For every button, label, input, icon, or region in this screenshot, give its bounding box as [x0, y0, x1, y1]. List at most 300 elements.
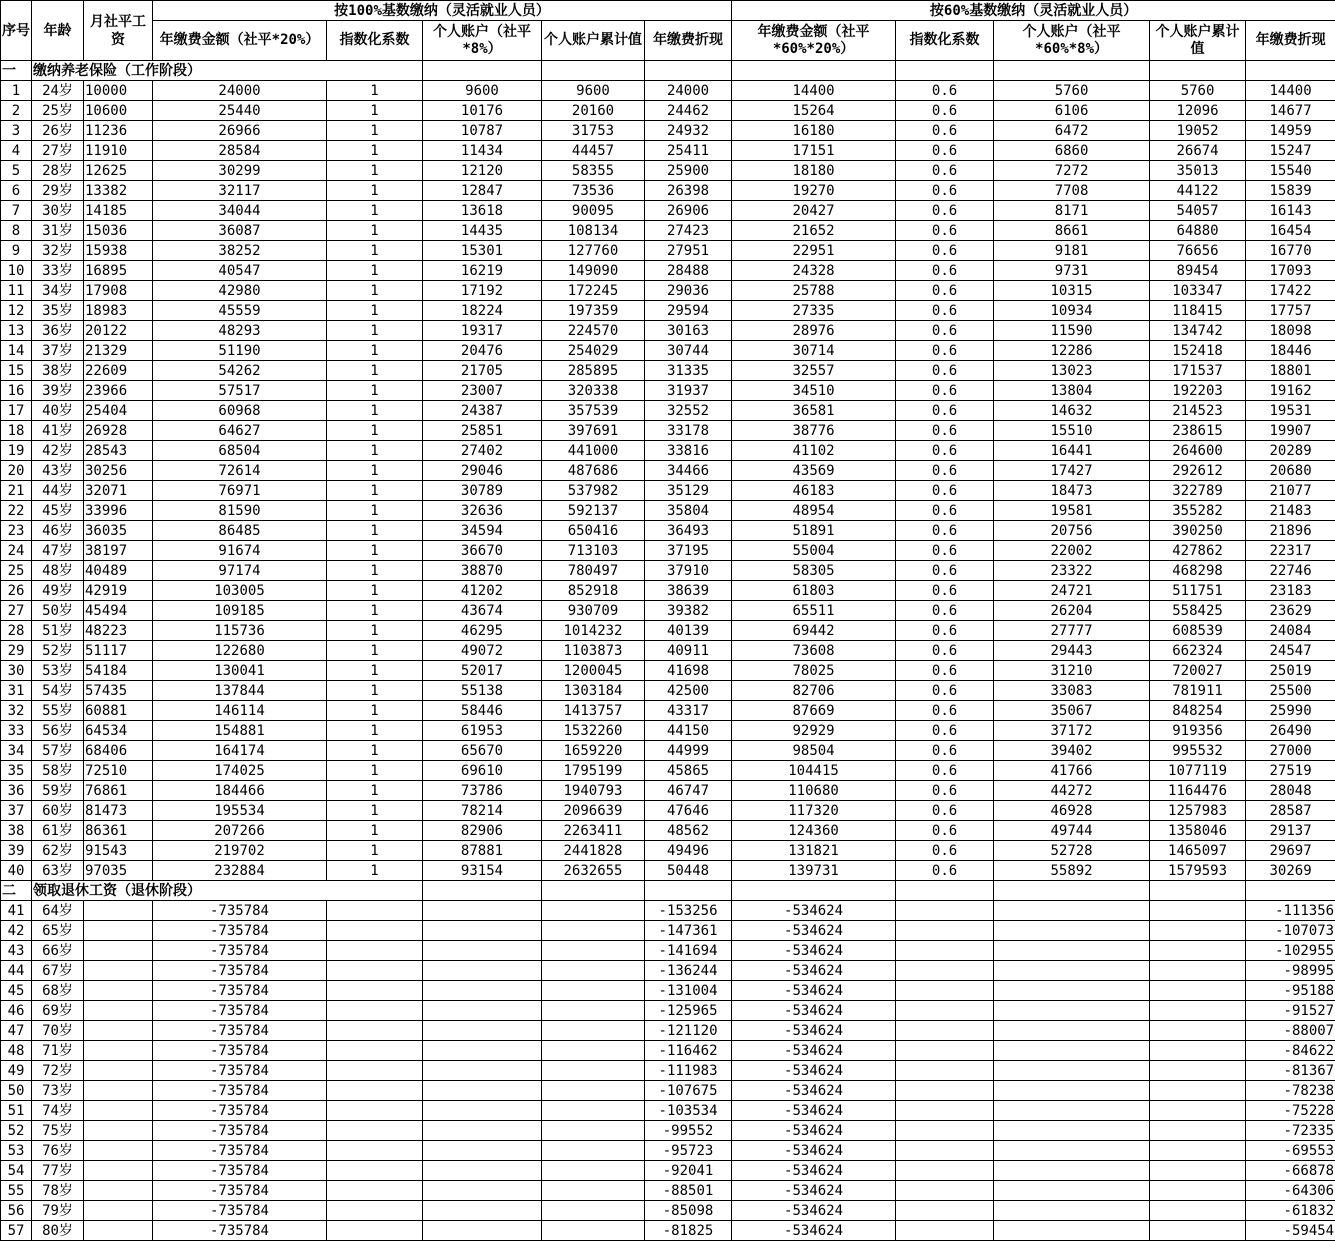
cell-age: 53岁 — [32, 661, 84, 681]
cell-monthly-wage: 25404 — [84, 401, 153, 421]
cell-monthly-wage — [84, 1001, 153, 1021]
cell-p60-account-cumulative — [1150, 1001, 1246, 1021]
cell-seq: 55 — [1, 1181, 32, 1201]
cell-full-account-cumulative: 2096639 — [542, 801, 645, 821]
cell-monthly-wage: 15036 — [84, 221, 153, 241]
table-row — [1, 1001, 1335, 1021]
cell-full-account-cumulative: 172245 — [542, 281, 645, 301]
cell-age: 48岁 — [32, 561, 84, 581]
cell-p60-annual-payment: 38776 — [732, 421, 896, 441]
header-age: 年龄 — [32, 1, 84, 61]
cell-full-index-coef: 1 — [327, 861, 423, 881]
cell-full-annual-payment: 103005 — [153, 581, 327, 601]
cell-monthly-wage: 40489 — [84, 561, 153, 581]
cell-seq: 53 — [1, 1141, 32, 1161]
cell-full-personal-account: 55138 — [423, 681, 542, 701]
cell-p60-account-cumulative: 558425 — [1150, 601, 1246, 621]
cell-p60-index-coef: 0.6 — [896, 361, 994, 381]
cell-p60-personal-account: 8661 — [994, 221, 1150, 241]
cell-full-index-coef: 1 — [327, 841, 423, 861]
cell-age: 35岁 — [32, 301, 84, 321]
cell-full-discounted: 30163 — [645, 321, 732, 341]
cell-full-personal-account — [423, 1141, 542, 1161]
cell-age: 69岁 — [32, 1001, 84, 1021]
cell-age: 34岁 — [32, 281, 84, 301]
section-title: 缴纳养老保险（工作阶段） — [32, 61, 423, 81]
cell-age: 29岁 — [32, 181, 84, 201]
cell-p60-annual-payment: 36581 — [732, 401, 896, 421]
cell-age: 24岁 — [32, 81, 84, 101]
cell-full-annual-payment: 72614 — [153, 461, 327, 481]
cell-p60-account-cumulative — [1150, 901, 1246, 921]
cell-full-personal-account — [423, 1181, 542, 1201]
cell-age: 26岁 — [32, 121, 84, 141]
cell-full-account-cumulative: 2632655 — [542, 861, 645, 881]
cell-p60-discounted: 21483 — [1246, 501, 1335, 521]
section-row-work — [1, 61, 1335, 81]
cell-full-account-cumulative — [542, 1121, 645, 1141]
cell-full-annual-payment: 34044 — [153, 201, 327, 221]
cell-full-index-coef — [327, 1161, 423, 1181]
cell-full-discounted: -116462 — [645, 1041, 732, 1061]
table-row — [1, 161, 1335, 181]
cell-p60-account-cumulative: 103347 — [1150, 281, 1246, 301]
cell-full-discounted: 49496 — [645, 841, 732, 861]
cell-p60-account-cumulative — [1150, 1181, 1246, 1201]
cell-age: 40岁 — [32, 401, 84, 421]
table-row — [1, 861, 1335, 881]
cell-full-account-cumulative: 285895 — [542, 361, 645, 381]
cell-p60-index-coef — [896, 1061, 994, 1081]
table-row — [1, 1201, 1335, 1221]
cell-seq: 12 — [1, 301, 32, 321]
cell-p60-personal-account: 10315 — [994, 281, 1150, 301]
cell-p60-personal-account: 6860 — [994, 141, 1150, 161]
cell-full-index-coef — [327, 1001, 423, 1021]
cell-full-discounted: 43317 — [645, 701, 732, 721]
cell-p60-personal-account: 6106 — [994, 101, 1150, 121]
empty-cell — [423, 881, 542, 901]
cell-full-personal-account: 87881 — [423, 841, 542, 861]
cell-full-account-cumulative: 127760 — [542, 241, 645, 261]
cell-full-discounted: 28488 — [645, 261, 732, 281]
cell-p60-annual-payment: 87669 — [732, 701, 896, 721]
cell-full-discounted: -88501 — [645, 1181, 732, 1201]
cell-full-annual-payment: -735784 — [153, 1141, 327, 1161]
cell-full-account-cumulative: 58355 — [542, 161, 645, 181]
cell-age: 33岁 — [32, 261, 84, 281]
cell-p60-discounted: 27000 — [1246, 741, 1335, 761]
cell-p60-index-coef — [896, 1021, 994, 1041]
cell-p60-discounted: 24084 — [1246, 621, 1335, 641]
cell-p60-personal-account: 20756 — [994, 521, 1150, 541]
cell-monthly-wage — [84, 1021, 153, 1041]
cell-p60-personal-account — [994, 1121, 1150, 1141]
cell-seq: 14 — [1, 341, 32, 361]
cell-p60-discounted: 16454 — [1246, 221, 1335, 241]
cell-full-personal-account — [423, 1001, 542, 1021]
cell-full-personal-account — [423, 921, 542, 941]
table-row — [1, 841, 1335, 861]
cell-full-annual-payment: 97174 — [153, 561, 327, 581]
table-row — [1, 401, 1335, 421]
cell-p60-personal-account: 7272 — [994, 161, 1150, 181]
cell-full-discounted: 26906 — [645, 201, 732, 221]
cell-full-index-coef: 1 — [327, 121, 423, 141]
cell-full-account-cumulative: 1659220 — [542, 741, 645, 761]
cell-full-account-cumulative: 73536 — [542, 181, 645, 201]
cell-p60-personal-account — [994, 1141, 1150, 1161]
cell-full-personal-account: 36670 — [423, 541, 542, 561]
cell-p60-annual-payment: 14400 — [732, 81, 896, 101]
cell-p60-annual-payment: -534624 — [732, 1001, 896, 1021]
cell-full-personal-account — [423, 1081, 542, 1101]
cell-monthly-wage — [84, 1161, 153, 1181]
cell-full-index-coef — [327, 921, 423, 941]
cell-full-index-coef — [327, 1061, 423, 1081]
cell-age: 41岁 — [32, 421, 84, 441]
cell-p60-account-cumulative: 89454 — [1150, 261, 1246, 281]
cell-age: 28岁 — [32, 161, 84, 181]
cell-p60-annual-payment: 131821 — [732, 841, 896, 861]
table-row — [1, 261, 1335, 281]
cell-p60-discounted: -72335 — [1246, 1121, 1335, 1141]
cell-p60-annual-payment: -534624 — [732, 941, 896, 961]
cell-monthly-wage: 26928 — [84, 421, 153, 441]
cell-seq: 25 — [1, 561, 32, 581]
table-row — [1, 621, 1335, 641]
cell-full-personal-account: 20476 — [423, 341, 542, 361]
cell-age: 66岁 — [32, 941, 84, 961]
table-row — [1, 361, 1335, 381]
cell-full-discounted: 41698 — [645, 661, 732, 681]
cell-p60-annual-payment: -534624 — [732, 921, 896, 941]
cell-full-personal-account: 73786 — [423, 781, 542, 801]
cell-p60-account-cumulative: 292612 — [1150, 461, 1246, 481]
cell-full-personal-account: 41202 — [423, 581, 542, 601]
cell-full-annual-payment: -735784 — [153, 1201, 327, 1221]
cell-full-discounted: 31335 — [645, 361, 732, 381]
cell-monthly-wage — [84, 1101, 153, 1121]
cell-p60-account-cumulative: 5760 — [1150, 81, 1246, 101]
table-row — [1, 1081, 1335, 1101]
cell-p60-index-coef: 0.6 — [896, 681, 994, 701]
cell-full-annual-payment: 68504 — [153, 441, 327, 461]
cell-seq: 44 — [1, 961, 32, 981]
cell-p60-discounted: -95188 — [1246, 981, 1335, 1001]
empty-cell — [732, 881, 896, 901]
cell-p60-account-cumulative: 35013 — [1150, 161, 1246, 181]
cell-p60-personal-account: 18473 — [994, 481, 1150, 501]
cell-p60-annual-payment: -534624 — [732, 1101, 896, 1121]
cell-full-personal-account — [423, 1101, 542, 1121]
cell-seq: 45 — [1, 981, 32, 1001]
table-row — [1, 1221, 1335, 1241]
header-60-annual-payment: 年缴费金额（社平*60%*20%） — [732, 21, 896, 61]
cell-full-discounted: 42500 — [645, 681, 732, 701]
cell-p60-account-cumulative: 44122 — [1150, 181, 1246, 201]
cell-age: 43岁 — [32, 461, 84, 481]
cell-p60-account-cumulative: 781911 — [1150, 681, 1246, 701]
cell-full-annual-payment: 45559 — [153, 301, 327, 321]
cell-p60-account-cumulative: 26674 — [1150, 141, 1246, 161]
cell-age: 73岁 — [32, 1081, 84, 1101]
cell-full-discounted: 39382 — [645, 601, 732, 621]
cell-p60-personal-account: 26204 — [994, 601, 1150, 621]
cell-full-discounted: 38639 — [645, 581, 732, 601]
cell-p60-discounted: 17422 — [1246, 281, 1335, 301]
cell-p60-annual-payment: 43569 — [732, 461, 896, 481]
cell-seq: 41 — [1, 901, 32, 921]
cell-p60-personal-account: 6472 — [994, 121, 1150, 141]
cell-p60-discounted: -111356 — [1246, 901, 1335, 921]
cell-p60-discounted: -69553 — [1246, 1141, 1335, 1161]
cell-full-annual-payment: 122680 — [153, 641, 327, 661]
cell-p60-personal-account — [994, 1201, 1150, 1221]
cell-full-annual-payment: 24000 — [153, 81, 327, 101]
cell-monthly-wage: 10600 — [84, 101, 153, 121]
cell-full-personal-account: 34594 — [423, 521, 542, 541]
cell-p60-index-coef: 0.6 — [896, 241, 994, 261]
cell-full-index-coef: 1 — [327, 181, 423, 201]
cell-p60-account-cumulative: 662324 — [1150, 641, 1246, 661]
cell-p60-index-coef — [896, 961, 994, 981]
cell-p60-annual-payment: 21652 — [732, 221, 896, 241]
cell-p60-index-coef: 0.6 — [896, 321, 994, 341]
cell-p60-account-cumulative: 608539 — [1150, 621, 1246, 641]
cell-full-account-cumulative: 592137 — [542, 501, 645, 521]
cell-p60-discounted: 25990 — [1246, 701, 1335, 721]
cell-p60-annual-payment: 17151 — [732, 141, 896, 161]
cell-p60-discounted: -81367 — [1246, 1061, 1335, 1081]
cell-full-index-coef: 1 — [327, 421, 423, 441]
cell-full-index-coef: 1 — [327, 101, 423, 121]
cell-monthly-wage — [84, 941, 153, 961]
cell-seq: 3 — [1, 121, 32, 141]
cell-p60-annual-payment: 51891 — [732, 521, 896, 541]
cell-full-annual-payment: 207266 — [153, 821, 327, 841]
cell-full-account-cumulative: 930709 — [542, 601, 645, 621]
cell-p60-index-coef — [896, 1041, 994, 1061]
cell-full-annual-payment: -735784 — [153, 981, 327, 1001]
cell-full-personal-account: 11434 — [423, 141, 542, 161]
section-number: 一 — [1, 61, 32, 81]
cell-full-annual-payment: 48293 — [153, 321, 327, 341]
table-row — [1, 1141, 1335, 1161]
cell-full-personal-account: 10787 — [423, 121, 542, 141]
cell-seq: 9 — [1, 241, 32, 261]
cell-full-personal-account: 65670 — [423, 741, 542, 761]
cell-monthly-wage — [84, 1221, 153, 1241]
cell-full-index-coef: 1 — [327, 381, 423, 401]
cell-p60-personal-account: 46928 — [994, 801, 1150, 821]
cell-p60-annual-payment: 78025 — [732, 661, 896, 681]
table-row — [1, 1021, 1335, 1041]
cell-p60-account-cumulative — [1150, 1221, 1246, 1241]
cell-full-account-cumulative: 2263411 — [542, 821, 645, 841]
cell-p60-index-coef: 0.6 — [896, 641, 994, 661]
table-row — [1, 461, 1335, 481]
table-row — [1, 961, 1335, 981]
cell-p60-account-cumulative — [1150, 1201, 1246, 1221]
cell-seq: 36 — [1, 781, 32, 801]
cell-p60-index-coef — [896, 1101, 994, 1121]
cell-full-discounted: 27951 — [645, 241, 732, 261]
cell-monthly-wage: 36035 — [84, 521, 153, 541]
cell-p60-annual-payment: -534624 — [732, 981, 896, 1001]
cell-p60-account-cumulative — [1150, 1081, 1246, 1101]
cell-full-personal-account: 93154 — [423, 861, 542, 881]
cell-p60-discounted: 29137 — [1246, 821, 1335, 841]
cell-p60-account-cumulative: 76656 — [1150, 241, 1246, 261]
cell-p60-discounted: 14959 — [1246, 121, 1335, 141]
cell-full-index-coef: 1 — [327, 641, 423, 661]
table-row — [1, 781, 1335, 801]
cell-full-discounted: -147361 — [645, 921, 732, 941]
cell-p60-annual-payment: 65511 — [732, 601, 896, 621]
cell-full-account-cumulative: 537982 — [542, 481, 645, 501]
cell-full-discounted: -81825 — [645, 1221, 732, 1241]
cell-p60-index-coef: 0.6 — [896, 561, 994, 581]
cell-p60-personal-account: 24721 — [994, 581, 1150, 601]
cell-monthly-wage: 97035 — [84, 861, 153, 881]
cell-p60-index-coef: 0.6 — [896, 741, 994, 761]
cell-full-personal-account: 16219 — [423, 261, 542, 281]
cell-p60-annual-payment: 16180 — [732, 121, 896, 141]
cell-full-annual-payment: 137844 — [153, 681, 327, 701]
cell-full-personal-account: 19317 — [423, 321, 542, 341]
cell-age: 75岁 — [32, 1121, 84, 1141]
cell-p60-account-cumulative — [1150, 1041, 1246, 1061]
cell-p60-annual-payment: 20427 — [732, 201, 896, 221]
cell-full-personal-account: 25851 — [423, 421, 542, 441]
cell-seq: 39 — [1, 841, 32, 861]
empty-cell — [1150, 61, 1246, 81]
cell-p60-account-cumulative: 1257983 — [1150, 801, 1246, 821]
cell-p60-personal-account: 15510 — [994, 421, 1150, 441]
cell-age: 74岁 — [32, 1101, 84, 1121]
table-row — [1, 941, 1335, 961]
table-row — [1, 241, 1335, 261]
table-row — [1, 561, 1335, 581]
cell-p60-personal-account: 35067 — [994, 701, 1150, 721]
cell-full-personal-account: 10176 — [423, 101, 542, 121]
cell-full-account-cumulative: 44457 — [542, 141, 645, 161]
cell-seq: 13 — [1, 321, 32, 341]
cell-p60-annual-payment: 25788 — [732, 281, 896, 301]
cell-full-account-cumulative: 31753 — [542, 121, 645, 141]
cell-full-personal-account — [423, 1061, 542, 1081]
cell-p60-annual-payment: 98504 — [732, 741, 896, 761]
cell-p60-personal-account: 22002 — [994, 541, 1150, 561]
cell-p60-personal-account — [994, 1021, 1150, 1041]
cell-p60-index-coef: 0.6 — [896, 141, 994, 161]
cell-full-discounted: 33178 — [645, 421, 732, 441]
cell-p60-account-cumulative: 54057 — [1150, 201, 1246, 221]
cell-full-account-cumulative — [542, 1141, 645, 1161]
empty-cell — [645, 881, 732, 901]
cell-p60-account-cumulative — [1150, 941, 1246, 961]
cell-full-annual-payment: 115736 — [153, 621, 327, 641]
cell-full-annual-payment: 32117 — [153, 181, 327, 201]
cell-p60-index-coef: 0.6 — [896, 481, 994, 501]
cell-p60-discounted: 18098 — [1246, 321, 1335, 341]
cell-p60-discounted: 15839 — [1246, 181, 1335, 201]
cell-full-annual-payment: 25440 — [153, 101, 327, 121]
cell-full-discounted: 46747 — [645, 781, 732, 801]
cell-full-account-cumulative — [542, 1021, 645, 1041]
cell-p60-personal-account: 29443 — [994, 641, 1150, 661]
cell-p60-personal-account — [994, 1061, 1150, 1081]
cell-full-index-coef — [327, 1041, 423, 1061]
cell-full-account-cumulative: 357539 — [542, 401, 645, 421]
cell-p60-discounted: -75228 — [1246, 1101, 1335, 1121]
cell-full-index-coef: 1 — [327, 681, 423, 701]
cell-full-discounted: 35804 — [645, 501, 732, 521]
cell-p60-index-coef — [896, 1081, 994, 1101]
cell-full-index-coef: 1 — [327, 81, 423, 101]
cell-monthly-wage — [84, 1121, 153, 1141]
table-row — [1, 661, 1335, 681]
cell-age: 44岁 — [32, 481, 84, 501]
cell-full-personal-account: 29046 — [423, 461, 542, 481]
empty-cell — [896, 61, 994, 81]
cell-full-account-cumulative: 1940793 — [542, 781, 645, 801]
section-number: 二 — [1, 881, 32, 901]
cell-full-annual-payment: -735784 — [153, 1161, 327, 1181]
cell-full-index-coef: 1 — [327, 481, 423, 501]
cell-p60-index-coef: 0.6 — [896, 761, 994, 781]
cell-full-annual-payment: -735784 — [153, 1041, 327, 1061]
cell-p60-account-cumulative — [1150, 1141, 1246, 1161]
cell-monthly-wage — [84, 1081, 153, 1101]
cell-monthly-wage: 60881 — [84, 701, 153, 721]
cell-seq: 24 — [1, 541, 32, 561]
cell-p60-index-coef — [896, 921, 994, 941]
cell-full-account-cumulative: 852918 — [542, 581, 645, 601]
cell-p60-discounted: 22317 — [1246, 541, 1335, 561]
cell-p60-index-coef: 0.6 — [896, 461, 994, 481]
cell-full-personal-account: 46295 — [423, 621, 542, 641]
cell-full-personal-account: 12120 — [423, 161, 542, 181]
cell-monthly-wage: 21329 — [84, 341, 153, 361]
cell-p60-account-cumulative: 390250 — [1150, 521, 1246, 541]
cell-full-discounted: 24462 — [645, 101, 732, 121]
cell-full-discounted: 29036 — [645, 281, 732, 301]
cell-seq: 16 — [1, 381, 32, 401]
cell-p60-personal-account — [994, 981, 1150, 1001]
cell-full-index-coef: 1 — [327, 821, 423, 841]
cell-full-annual-payment: 40547 — [153, 261, 327, 281]
cell-p60-annual-payment: -534624 — [732, 1121, 896, 1141]
cell-p60-discounted: -84622 — [1246, 1041, 1335, 1061]
cell-seq: 4 — [1, 141, 32, 161]
cell-full-index-coef — [327, 1201, 423, 1221]
header-row-2 — [1, 21, 1335, 61]
cell-p60-annual-payment: -534624 — [732, 1161, 896, 1181]
cell-monthly-wage — [84, 1061, 153, 1081]
cell-age: 42岁 — [32, 441, 84, 461]
cell-age: 63岁 — [32, 861, 84, 881]
cell-age: 36岁 — [32, 321, 84, 341]
cell-full-discounted: 40139 — [645, 621, 732, 641]
cell-full-discounted: -131004 — [645, 981, 732, 1001]
table-row — [1, 1121, 1335, 1141]
cell-p60-personal-account: 55892 — [994, 861, 1150, 881]
cell-seq: 43 — [1, 941, 32, 961]
cell-seq: 52 — [1, 1121, 32, 1141]
cell-monthly-wage: 16895 — [84, 261, 153, 281]
